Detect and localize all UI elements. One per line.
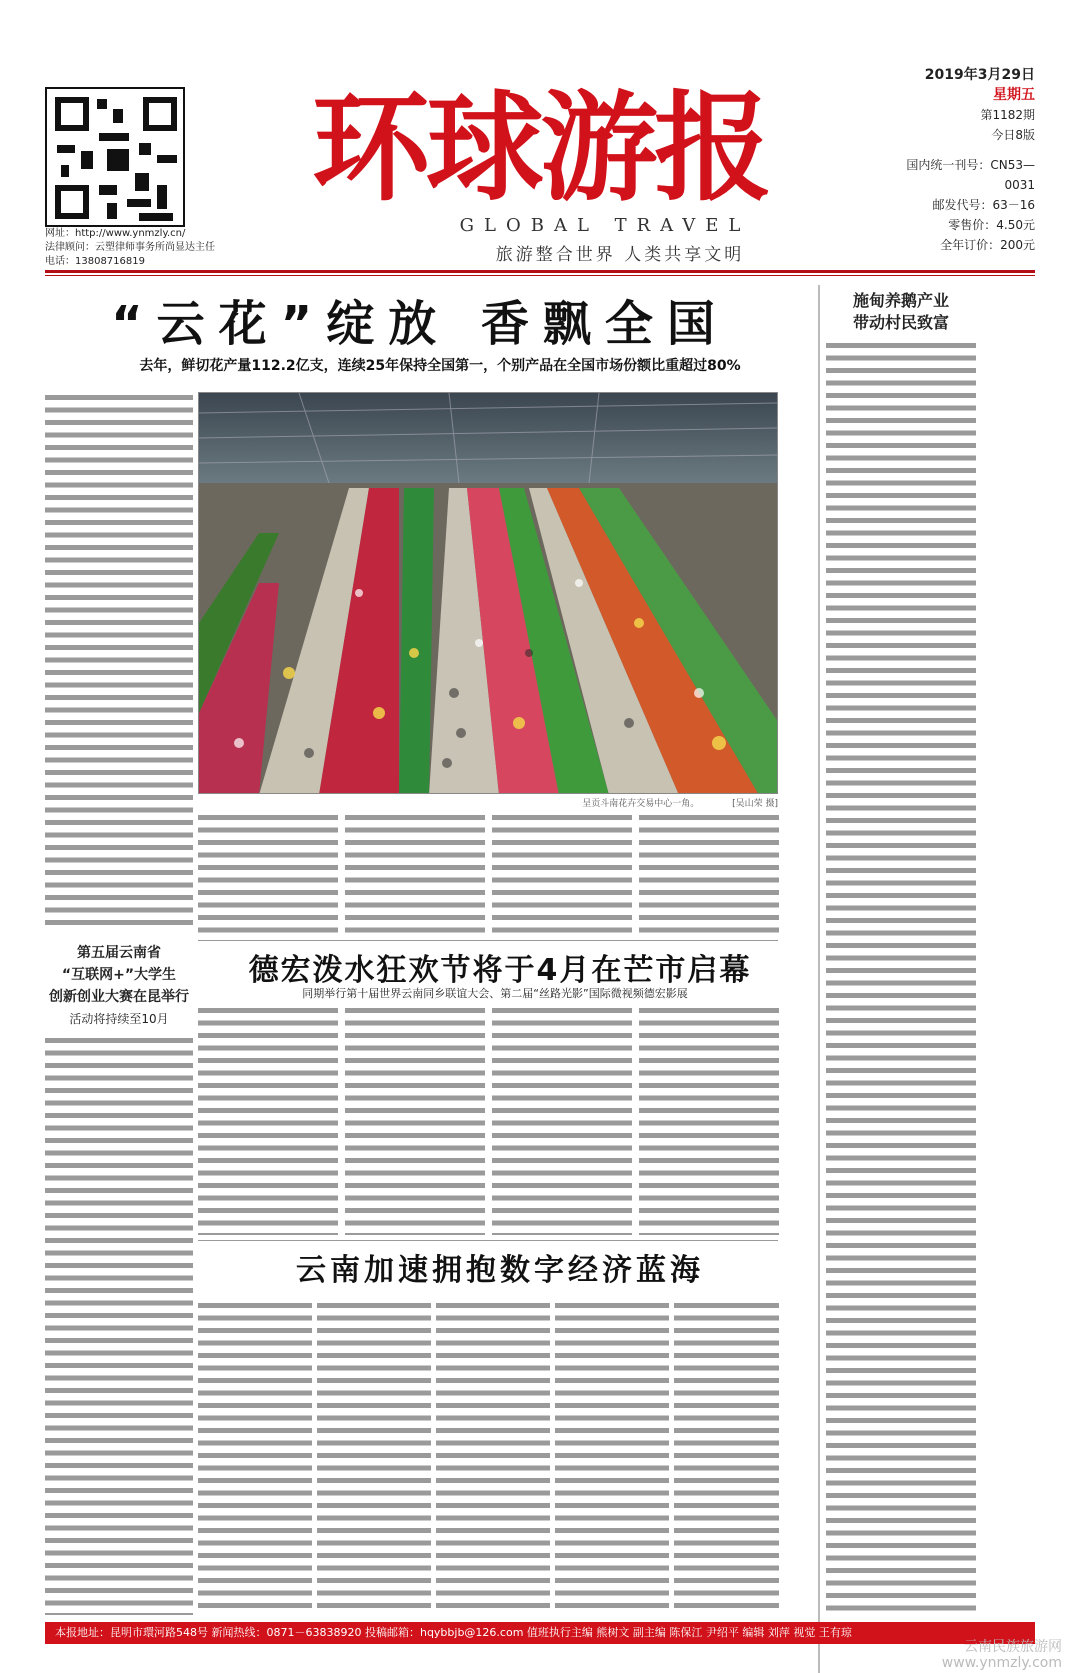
website[interactable]: 网址：http://www.ynmzly.cn/ — [45, 228, 186, 239]
retail-price: 零售价：4.50元 — [948, 218, 1035, 232]
lead-subhead: 去年，鲜切花产量112.2亿支，连续25年保持全国第一，个别产品在全国市场份额比重超过80% — [139, 358, 741, 374]
third-body-col-1 — [198, 1300, 312, 1615]
third-body-col-3 — [436, 1300, 550, 1615]
sidebar-body — [826, 340, 976, 1615]
masthead — [45, 65, 1035, 265]
cn-number: 国内统一刊号：CN53—0031 — [906, 158, 1035, 192]
annual-price: 全年订价：200元 — [940, 238, 1035, 252]
sidebar-headline-line: 施甸养鹅产业 带动村民致富 — [852, 291, 949, 332]
lead-photo — [198, 392, 778, 794]
issue-info — [890, 65, 1035, 255]
second-body-col-3 — [492, 1005, 632, 1235]
contest-body — [45, 1035, 193, 1615]
lead-body-col-4 — [492, 812, 632, 937]
newspaper-title: 环球游报 — [311, 78, 768, 217]
third-body-col-2 — [317, 1300, 431, 1615]
lead-body-col-2 — [198, 812, 338, 937]
contest-box[interactable] — [45, 942, 193, 1030]
newspaper-slogan: 旅游整合世界 人类共享文明 — [495, 245, 745, 265]
lead-body-col-1 — [45, 392, 193, 932]
section-divider-2 — [198, 1240, 778, 1241]
footer-bar: 本报地址：昆明市環河路548号 新闻热线：0871－63838920 投稿邮箱：hqybbjb@126.com 值班执行主编 熊树文 副主编 陈保江 尹绍平 编辑 刘萍 视觉 王有琼 — [45, 1622, 1035, 1644]
issue-date: 2019年3月29日 — [924, 67, 1035, 83]
third-headline[interactable]: 云南加速拥抱数字经济蓝海 — [296, 1253, 704, 1288]
legal-advisor: 法律顾问：云塑律师事务所尚显达主任 — [45, 242, 215, 253]
photo-caption-text: 呈贡斗南花卉交易中心一角。 — [582, 799, 700, 809]
lead-body-col-3 — [345, 812, 485, 937]
site-watermark: 云南民族旅游网 www.ynmzly.com — [941, 1639, 1062, 1671]
lead-body-col-5 — [639, 812, 779, 937]
contest-title: 第五届云南省 “互联网+”大学生 创新创业大赛在昆举行 — [49, 945, 189, 1005]
third-body-col-4 — [555, 1300, 669, 1615]
photo-caption — [198, 796, 778, 809]
column-divider — [818, 285, 820, 1673]
sidebar-headline[interactable] — [826, 290, 976, 334]
issue-number: 第1182期 — [980, 108, 1035, 122]
masthead-contact — [45, 227, 255, 269]
masthead-rule-thin — [45, 275, 1035, 276]
postal-code: 邮发代号：63－16 — [932, 198, 1035, 212]
issue-weekday: 星期五 — [993, 87, 1035, 103]
second-subhead: 同期举行第十届世界云南同乡联谊大会、第二届“丝路光影”国际微视频德宏影展 — [302, 987, 688, 1000]
photo-credit: [吴山荣 摄] — [732, 799, 778, 809]
contest-note: 活动将持续至10月 — [69, 1012, 169, 1026]
masthead-rule — [45, 270, 1035, 273]
flower-market-photo — [199, 393, 778, 794]
qr-code — [45, 87, 185, 227]
second-body-col-4 — [639, 1005, 779, 1235]
lead-headline[interactable]: “云花”绽放 香飘全国 — [111, 296, 729, 352]
page-count: 今日8版 — [991, 128, 1035, 142]
phone: 电话：13808716819 — [45, 256, 145, 267]
newspaper-subtitle: GLOBAL TRAVEL — [459, 215, 751, 236]
third-body-col-5 — [674, 1300, 779, 1615]
section-divider-1 — [198, 940, 778, 941]
second-body-col-1 — [198, 1005, 338, 1235]
second-body-col-2 — [345, 1005, 485, 1235]
second-headline[interactable]: 德宏泼水狂欢节将于4月在芒市启幕 — [248, 953, 752, 988]
